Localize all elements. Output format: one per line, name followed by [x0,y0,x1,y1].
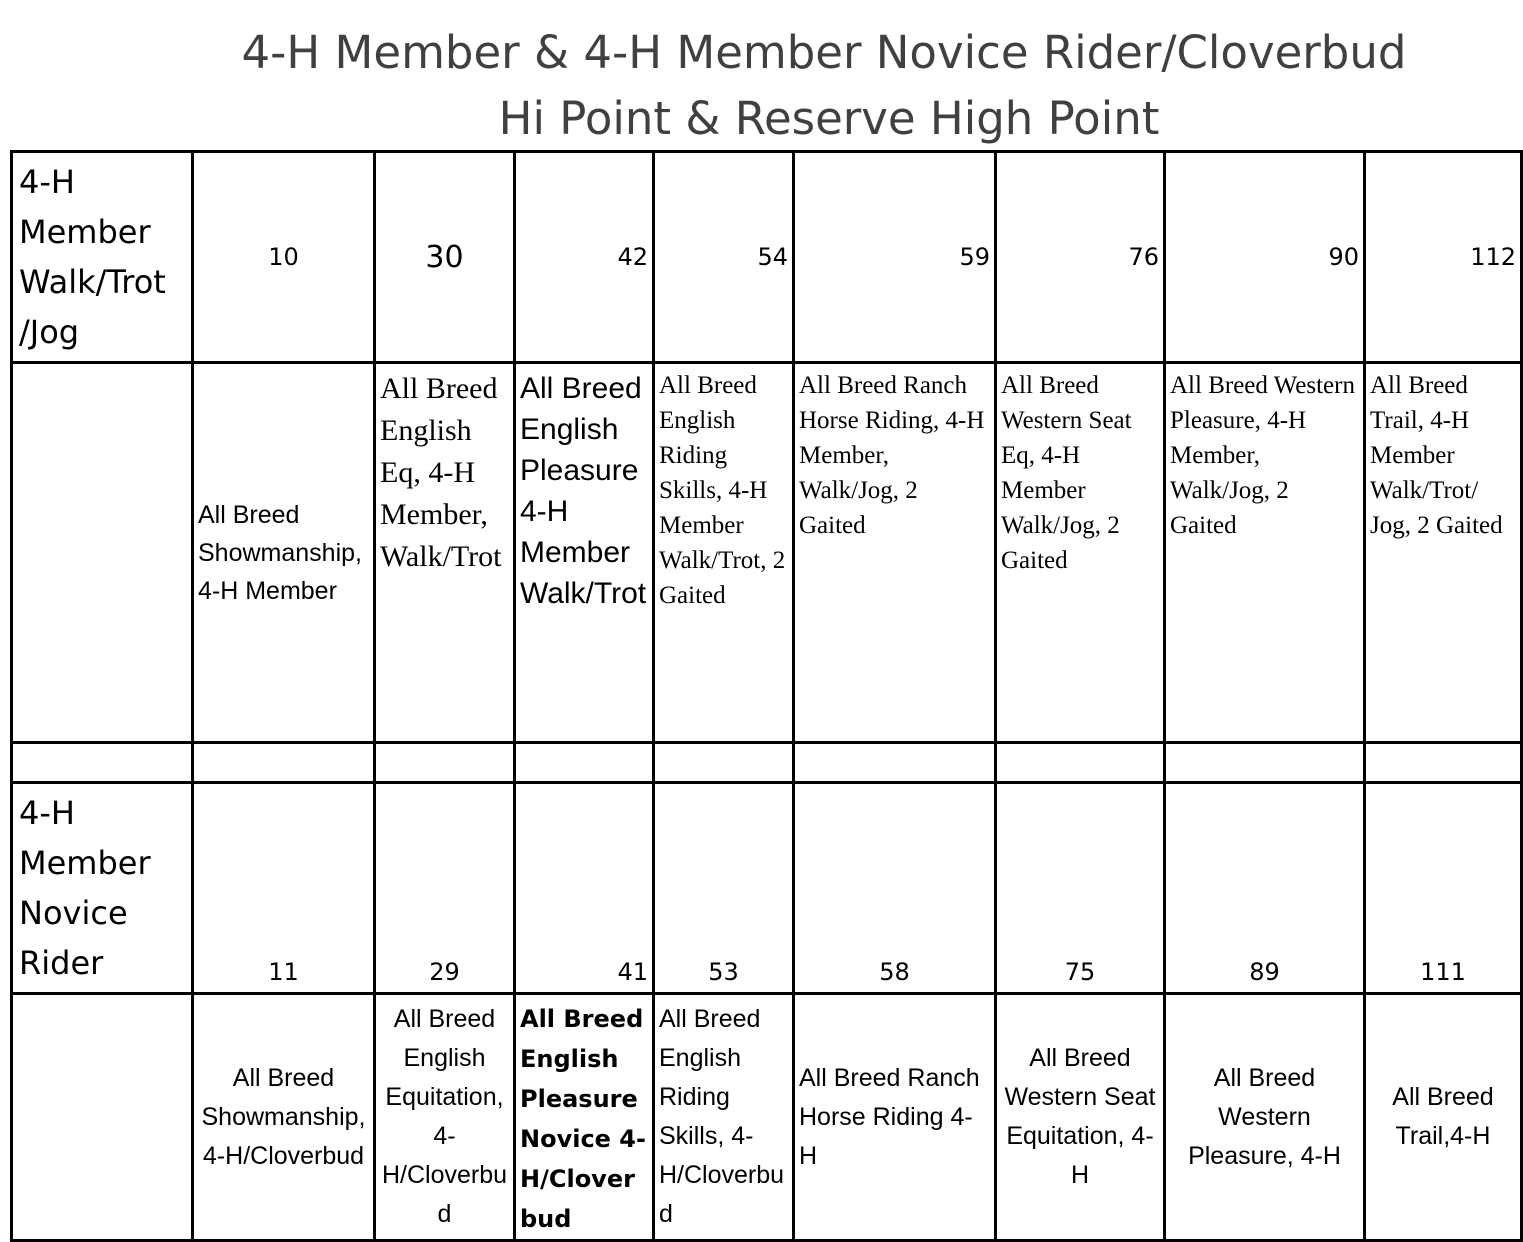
class-name: All Breed Ranch Horse Riding, 4-H Member, Walk/Jog, 2 Gaited [794,363,996,743]
class-name: All Breed English Equitation, 4-H/Cloverbud [375,994,515,1241]
class-name: All Breed Showmanship, 4-H/Cloverbud [193,994,375,1241]
spacer-row [12,743,1522,783]
class-number: 90 [1165,152,1365,363]
class-name: All Breed English Pleasure Novice 4-H/Cloverbud [515,994,654,1241]
empty-cell [1165,743,1365,783]
class-name: All Breed English Riding Skills, 4-H Member Walk/Trot, 2 Gaited [654,363,794,743]
class-number: 42 [515,152,654,363]
section1-class-row [12,363,1522,743]
class-name: All Breed Showmanship, 4-H Member [193,363,375,743]
empty-cell [794,743,996,783]
empty-cell [12,994,193,1241]
empty-cell [375,743,515,783]
class-table [10,150,1523,1242]
class-number: 54 [654,152,794,363]
class-number: 29 [375,783,515,994]
empty-cell [996,743,1165,783]
section1-label: 4-H Member Walk/Trot /Jog [12,152,193,363]
section1-number-row [12,152,1522,363]
class-name: All Breed Western Pleasure, 4-H [1165,994,1365,1241]
class-number: 89 [1165,783,1365,994]
class-name: All Breed Ranch Horse Riding 4-H [794,994,996,1241]
class-name: All Breed Western Pleasure, 4-H Member, Walk/Jog, 2 Gaited [1165,363,1365,743]
title-line-2: Hi Point & Reserve High Point [498,92,1160,145]
empty-cell [515,743,654,783]
empty-cell [1365,743,1522,783]
class-number: 30 [375,152,515,363]
page-title [0,20,1508,152]
empty-cell [193,743,375,783]
class-number: 11 [193,783,375,994]
class-name: All Breed English Riding Skills, 4-H/Cloverbud [654,994,794,1241]
title-line-1: 4-H Member & 4-H Member Novice Rider/Cloverbud [241,26,1407,79]
section2-class-row [12,994,1522,1241]
class-name: All Breed Trail,4-H [1365,994,1522,1241]
class-name: All Breed Western Seat Eq, 4-H Member Walk/Jog, 2 Gaited [996,363,1165,743]
empty-cell [12,363,193,743]
class-name: All Breed Trail, 4-H Member Walk/Trot/ Jog, 2 Gaited [1365,363,1522,743]
class-name: All Breed English Pleasure 4-H Member Walk/Trot [515,363,654,743]
class-number: 111 [1365,783,1522,994]
class-number: 58 [794,783,996,994]
empty-cell [12,743,193,783]
class-number: 76 [996,152,1165,363]
class-number: 53 [654,783,794,994]
class-number: 75 [996,783,1165,994]
class-name: All Breed Western Seat Equitation, 4-H [996,994,1165,1241]
section2-number-row [12,783,1522,994]
class-number: 41 [515,783,654,994]
class-number: 59 [794,152,996,363]
class-name: All Breed English Eq, 4-H Member, Walk/Trot [375,363,515,743]
section2-label: 4-H Member Novice Rider [12,783,193,994]
class-number: 10 [193,152,375,363]
class-number: 112 [1365,152,1522,363]
empty-cell [654,743,794,783]
